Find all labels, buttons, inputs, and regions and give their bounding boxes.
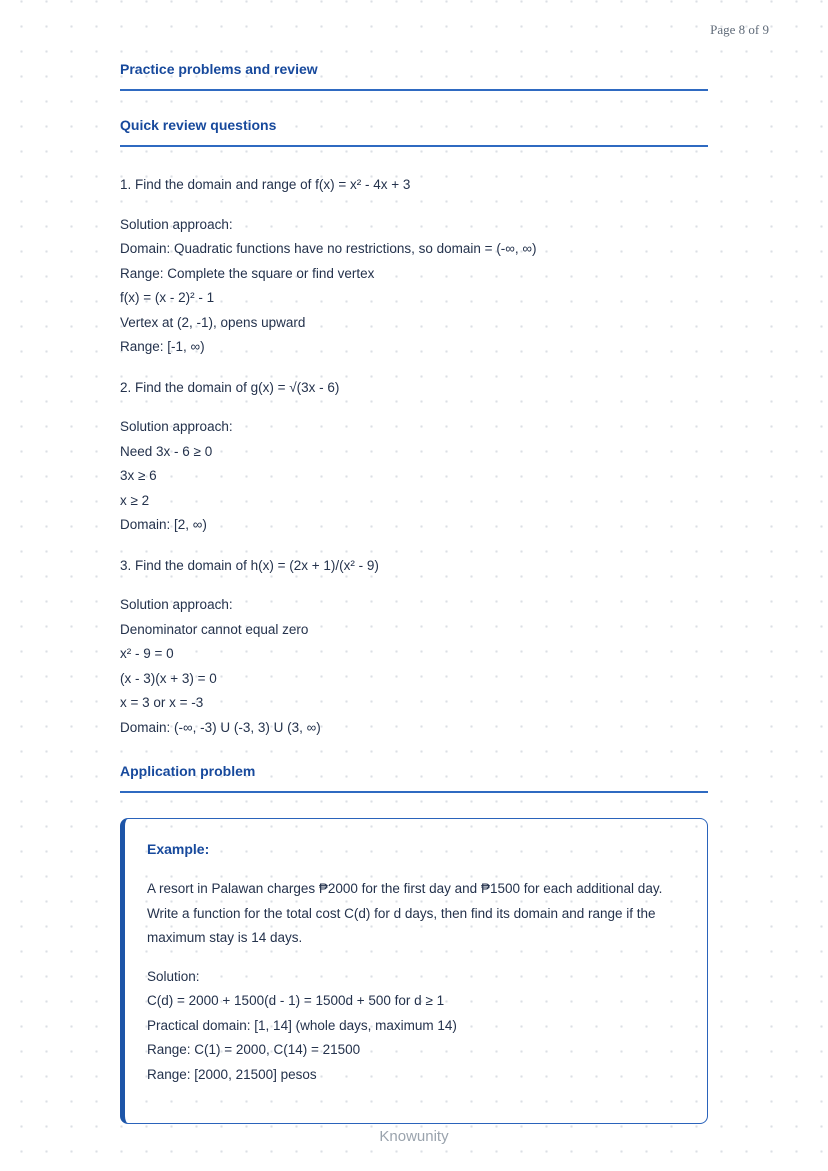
brand-footer: Knowunity xyxy=(379,1128,449,1145)
solution-line: Denominator cannot equal zero xyxy=(120,621,309,637)
solution-line: Range: C(1) = 2000, C(14) = 21500 xyxy=(147,1042,361,1057)
solution-line: Domain: (-∞, -3) U (-3, 3) U (3, ∞) xyxy=(120,719,321,735)
section-title-application: Application problem xyxy=(120,763,708,793)
example-callout-box xyxy=(120,818,708,1124)
solution-line: Solution approach: xyxy=(120,216,233,232)
solution-line: Range: [2000, 21500] pesos xyxy=(147,1066,317,1082)
solution-line: C(d) = 2000 + 1500(d - 1) = 1500d + 500 for d ≥ 1 xyxy=(147,993,445,1008)
section-title-quick-review: Quick review questions xyxy=(120,117,708,147)
solution-line: Need 3x - 6 ≥ 0 xyxy=(120,443,213,459)
section-title-practice: Practice problems and review xyxy=(120,61,708,91)
solution-line: Domain: [2, ∞) xyxy=(120,517,207,532)
solution-line: x ≥ 2 xyxy=(120,492,150,508)
solution-line: Solution approach: xyxy=(120,419,233,434)
problem-3-solution xyxy=(120,593,708,740)
solution-line: x² - 9 = 0 xyxy=(120,646,174,661)
example-heading: Example: xyxy=(147,841,210,857)
solution-line: f(x) = (x - 2)² - 1 xyxy=(120,290,215,305)
solution-line: Range: [-1, ∞) xyxy=(120,339,205,354)
solution-line: (x - 3)(x + 3) = 0 xyxy=(120,670,217,686)
page-content xyxy=(0,61,828,1124)
page-number-indicator: Page 8 of 9 xyxy=(710,22,769,37)
problem-1-question: 1. Find the domain and range of f(x) = x² - 4x + 3 xyxy=(120,177,411,192)
solution-line: Range: Complete the square or find vertex xyxy=(120,265,375,281)
problem-1-solution xyxy=(120,213,708,360)
solution-line: Solution: xyxy=(147,968,200,984)
example-solution xyxy=(147,965,683,1088)
solution-line: Vertex at (2, -1), opens upward xyxy=(120,314,306,330)
problem-3-question: 3. Find the domain of h(x) = (2x + 1)/(x² - 9) xyxy=(120,557,379,573)
problem-2-solution xyxy=(120,415,708,538)
solution-line: Practical domain: [1, 14] (whole days, maximum 14) xyxy=(147,1017,457,1033)
solution-line: 3x ≥ 6 xyxy=(120,468,157,483)
solution-line: Solution approach: xyxy=(120,597,233,612)
solution-line: Domain: Quadratic functions have no restrictions, so domain = (-∞, ∞) xyxy=(120,241,537,256)
solution-line: x = 3 or x = -3 xyxy=(120,695,204,710)
example-problem-text: A resort in Palawan charges ₱2000 for the first day and ₱1500 for each additional day. Write a function for the total cost C(d) for d days, then find its domain and range if the maximum stay is 14 days. xyxy=(147,881,663,945)
problem-2-question: 2. Find the domain of g(x) = √(3x - 6) xyxy=(120,379,340,395)
